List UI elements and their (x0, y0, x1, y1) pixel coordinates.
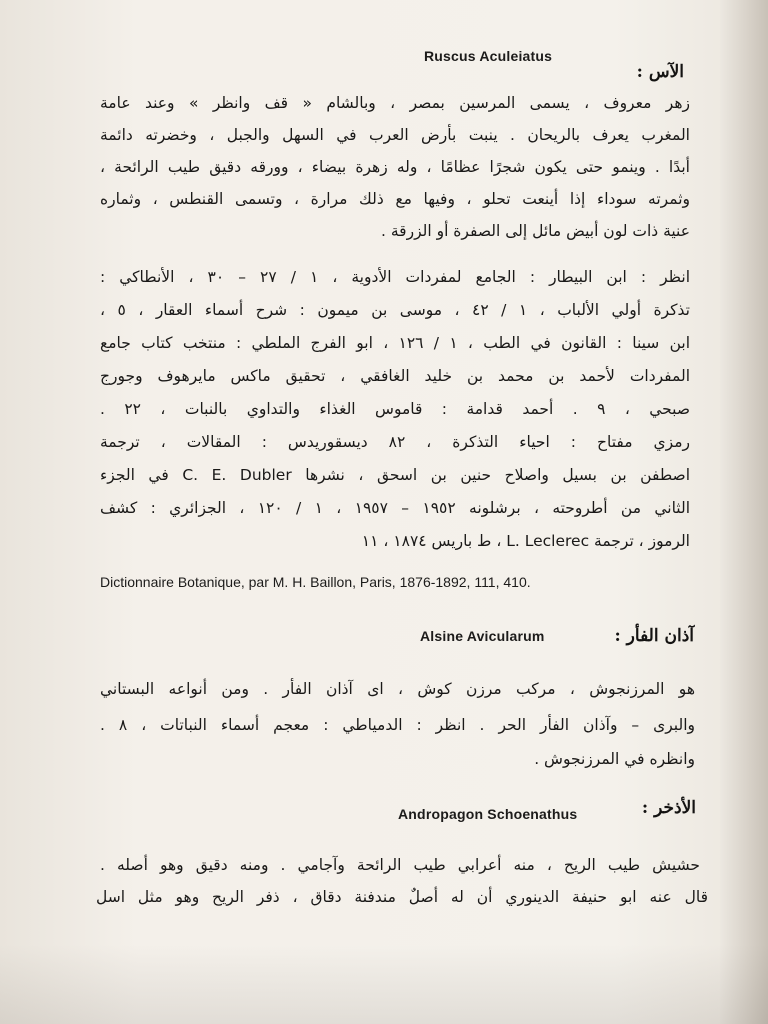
text-line: أبدًا . وينمو حتى يكون شجرًا عظامًا ، وله زهرة بيضاء ، وورقه دقيق طيب الرائحة ، (100, 158, 690, 176)
text-line: المغرب يعرف بالريحان . ينبت بأرض العرب في السهل والجبل ، وخضرته دائمة (100, 126, 690, 144)
text-line: اصطفن بن بسيل واصلاح حنين بن اسحق ، نشرها C. E. Dubler في الجزء (100, 466, 690, 484)
text-line: انظر : ابن البيطار : الجامع لمفردات الأدوية ، ١ / ٢٧ – ٣٠ ، الأنطاكي : (100, 268, 690, 286)
text-line: تذكرة أولي الألباب ، ١ / ٤٢ ، موسى بن ميمون : شرح أسماء العقار ، ٥ ، (100, 301, 690, 319)
text-line: الرموز ، ترجمة L. Leclerec ، ط باريس ١٨٧٤ ، ١١ (361, 532, 690, 550)
page-shadow (0, 944, 768, 1024)
text-line: حشيش طيب الريح ، منه أعرابي طيب الرائحة وآجامي . ومنه دقيق وهو أصله . (100, 856, 700, 874)
entry-arabic-heading: الآس : (636, 62, 684, 82)
text-line: صبحي ، ٩ . أحمد قدامة : قاموس الغذاء والتداوي بالنبات ، ٢٢ . (100, 400, 690, 418)
text-line: زهر معروف ، يسمى المرسين بمصر ، وبالشام « قف وانظر » وعند عامة (100, 94, 690, 112)
entry-arabic-heading: الأذخر : (641, 798, 696, 818)
text-line: وثمرته سوداء إذا أينعت تحلو ، وفيها مع ذلك مرارة ، وتسمى القنطس ، وثماره (100, 190, 690, 208)
text-line: الثاني من أطروحته ، برشلونه ١٩٥٢ – ١٩٥٧ ، ١ / ١٢٠ ، الجزائري : كشف (100, 499, 690, 517)
text-line: هو المرزنجوش ، مركب مرزن كوش ، اى آذان الفأر . ومن أنواعه البستاني (100, 680, 695, 698)
entry-latin-name: Ruscus Aculeiatus (424, 48, 553, 64)
text-line: المفردات لأحمد بن محمد بن خليد الغافقي ، تحقيق ماكس مايرهوف وجورج (100, 367, 690, 385)
text-line: عنية ذات لون أبيض مائل إلى الصفرة أو الزرقة . (381, 222, 690, 240)
entry-arabic-heading: آذان الفأر : (614, 626, 694, 646)
entry-latin-name: Andropagon Schoenathus (398, 806, 578, 822)
text-line: ابن سينا : القانون في الطب ، ١ / ١٢٦ ، ابو الفرج الملطي : منتخب كتاب جامع (100, 334, 690, 352)
text-line: قال عنه ابو حنيفة الدينوري أن له أصلٌ مندفنة دقاق ، ذفر الريح وهو مثل اسل (96, 888, 708, 906)
text-line: رمزي مفتاح : احياء التذكرة ، ٨٢ ديسقوريدس : المقالات ، ترجمة (100, 433, 690, 451)
entry-latin-name: Alsine Avicularum (420, 628, 545, 644)
text-line: والبرى – وآذان الفأر الحر . انظر : الدمياطي : معجم أسماء النباتات ، ٨ . (100, 716, 695, 734)
text-line: وانظره في المرزنجوش . (534, 750, 695, 768)
bibliography-reference: Dictionnaire Botanique, par M. H. Baillon, Paris, 1876-1892, 111, 410. (100, 574, 531, 590)
page-edge (720, 0, 768, 1024)
